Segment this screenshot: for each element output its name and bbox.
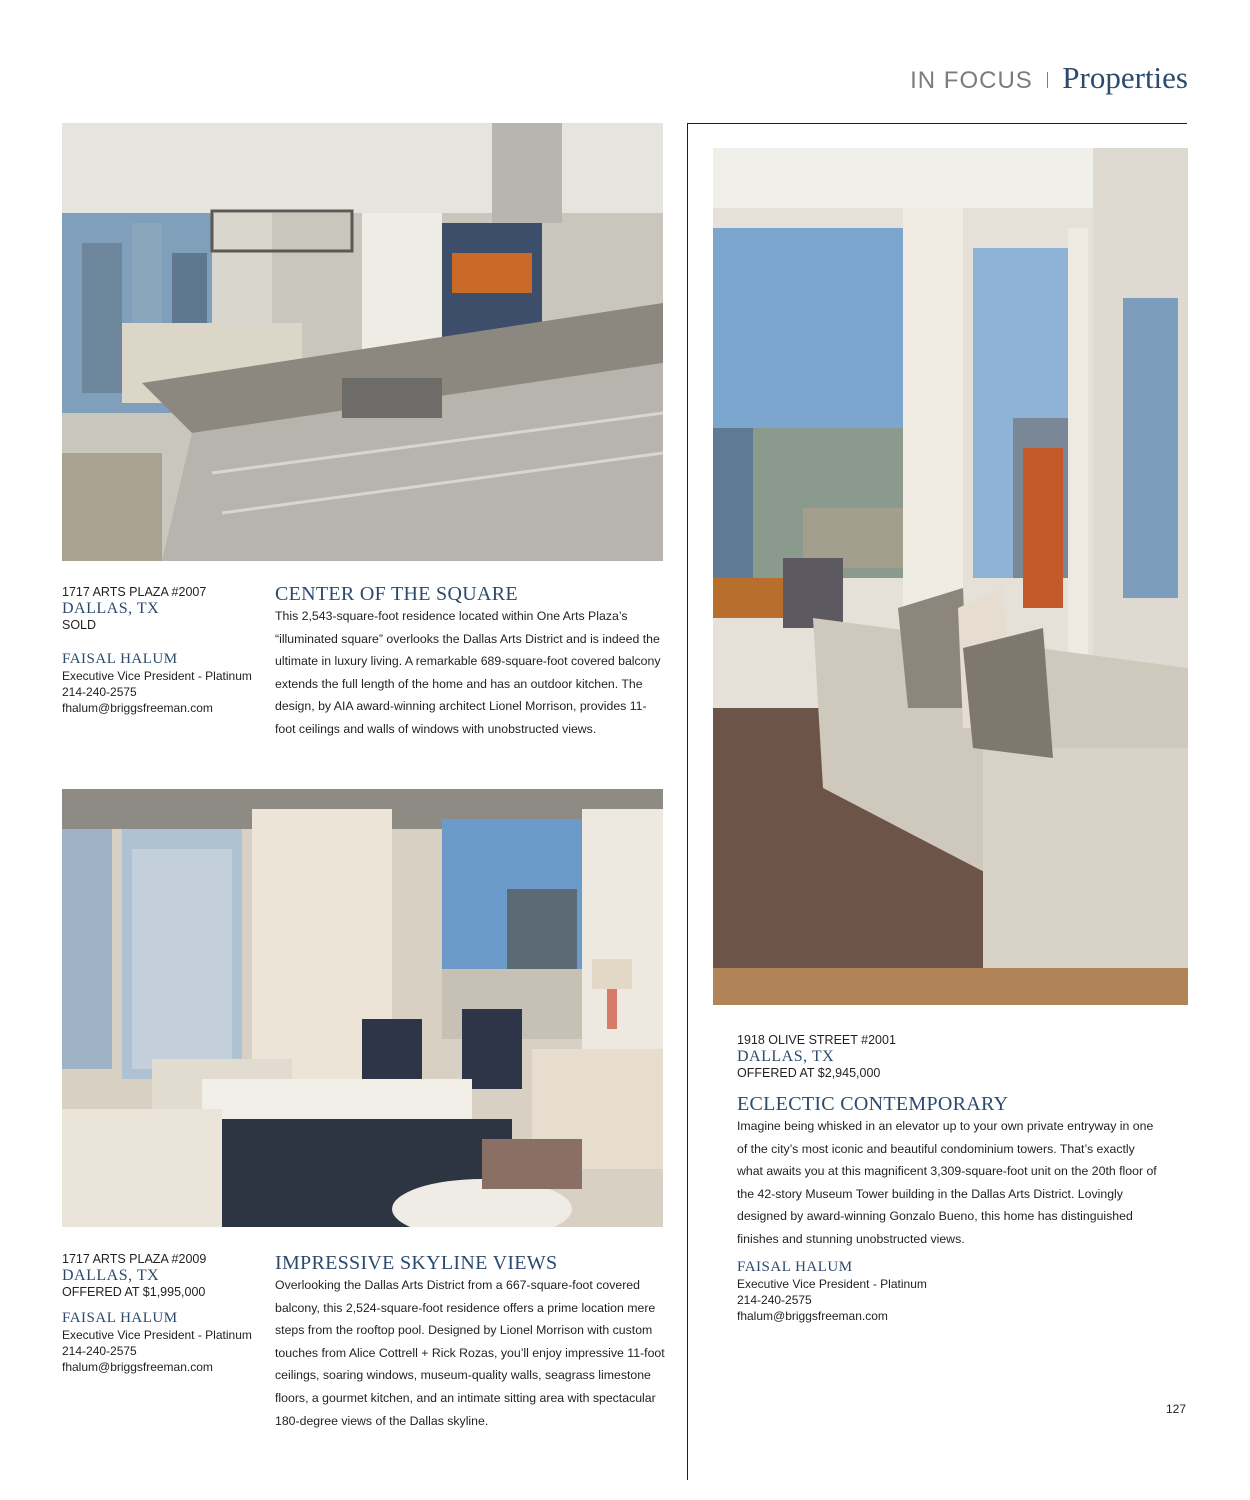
sofa-skyline-photo [713,148,1188,1005]
living-room-photo [62,789,663,1227]
agent-title: Executive Vice President - Platinum [737,1276,927,1291]
page-header [910,60,1188,96]
listing-description: Overlooking the Dallas Arts District from a 667-square-foot covered balcony, this 2,524-square-foot residence offers a prime location mere steps from the rooftop pool. Designed by Lionel Morrison with custom touches from Alice Cottrell + Rick Rozas, you’ll enjoy impressive 11-foot ceilings, soaring windows, museum-quality walls, seagrass limestone floors, a gourmet kitchen, and an intimate sitting area with spectacular 180-degree views of the Dallas skyline. [275,1278,665,1428]
agent-email[interactable]: fhalum@briggsfreeman.com [62,1360,213,1374]
listing-description: This 2,543-square-foot residence located within One Arts Plaza’s “illuminated square” overlooks the Dallas Arts District and is indeed the ultimate in luxury living. A remarkable 689-square-foot covered balcony extends the full length of the home and has an outdoor kitchen. The design, by AIA award-winning architect Lionel Morrison, provides 11-foot ceilings and walls of windows with unobstructed views. [275,609,661,736]
listing-article [275,1252,665,1432]
listing-address: 1717 ARTS PLAZA #2009 [62,1252,207,1266]
header-divider [1047,72,1049,88]
kitchen-photo [62,123,663,561]
agent-name: FAISAL HALUM [62,651,178,667]
listing-headline: ECLECTIC CONTEMPORARY [737,1093,1009,1115]
agent-name: FAISAL HALUM [737,1258,853,1275]
listing-status: SOLD [62,618,97,632]
listing-details [737,1033,1157,1324]
listing-address: 1717 ARTS PLAZA #2007 [62,585,207,599]
listing-details [62,585,262,716]
listing-article [275,583,665,741]
agent-phone[interactable]: 214-240-2575 [62,1344,137,1358]
listing-details [62,1252,262,1375]
agent-name: FAISAL HALUM [62,1310,178,1326]
listing-city: DALLAS, TX [737,1048,835,1065]
agent-email[interactable]: fhalum@briggsfreeman.com [737,1308,888,1323]
top-rule [687,123,1187,124]
listing-description: Imagine being whisked in an elevator up to your own private entryway in one of the city’s most iconic and beautiful condominium towers. That’s exactly what awaits you at this magnificent 3,309-square-foot unit on the 20th floor of the 42-story Museum Tower building in the Dallas Arts District. Lovingly designed by award-winning Gonzalo Bueno, this home has distinguished finishes and stunning unobstructed views. [737,1119,1157,1246]
listing-headline: CENTER OF THE SQUARE [275,583,518,605]
agent-title: Executive Vice President - Platinum [62,669,252,683]
listing-city: DALLAS, TX [62,1267,160,1284]
agent-email[interactable]: fhalum@briggsfreeman.com [62,701,213,715]
listing-headline: IMPRESSIVE SKYLINE VIEWS [275,1252,558,1274]
section-label: IN FOCUS [910,67,1033,94]
listing-status: OFFERED AT $2,945,000 [737,1066,881,1080]
listing-city: DALLAS, TX [62,600,160,617]
agent-title: Executive Vice President - Platinum [62,1328,252,1342]
agent-phone[interactable]: 214-240-2575 [737,1292,812,1307]
page-number: 127 [1165,1402,1186,1416]
column-divider [687,123,688,1480]
category-title: Properties [1062,60,1188,95]
agent-phone[interactable]: 214-240-2575 [62,685,137,699]
listing-status: OFFERED AT $1,995,000 [62,1285,206,1299]
listing-address: 1918 OLIVE STREET #2001 [737,1033,896,1047]
